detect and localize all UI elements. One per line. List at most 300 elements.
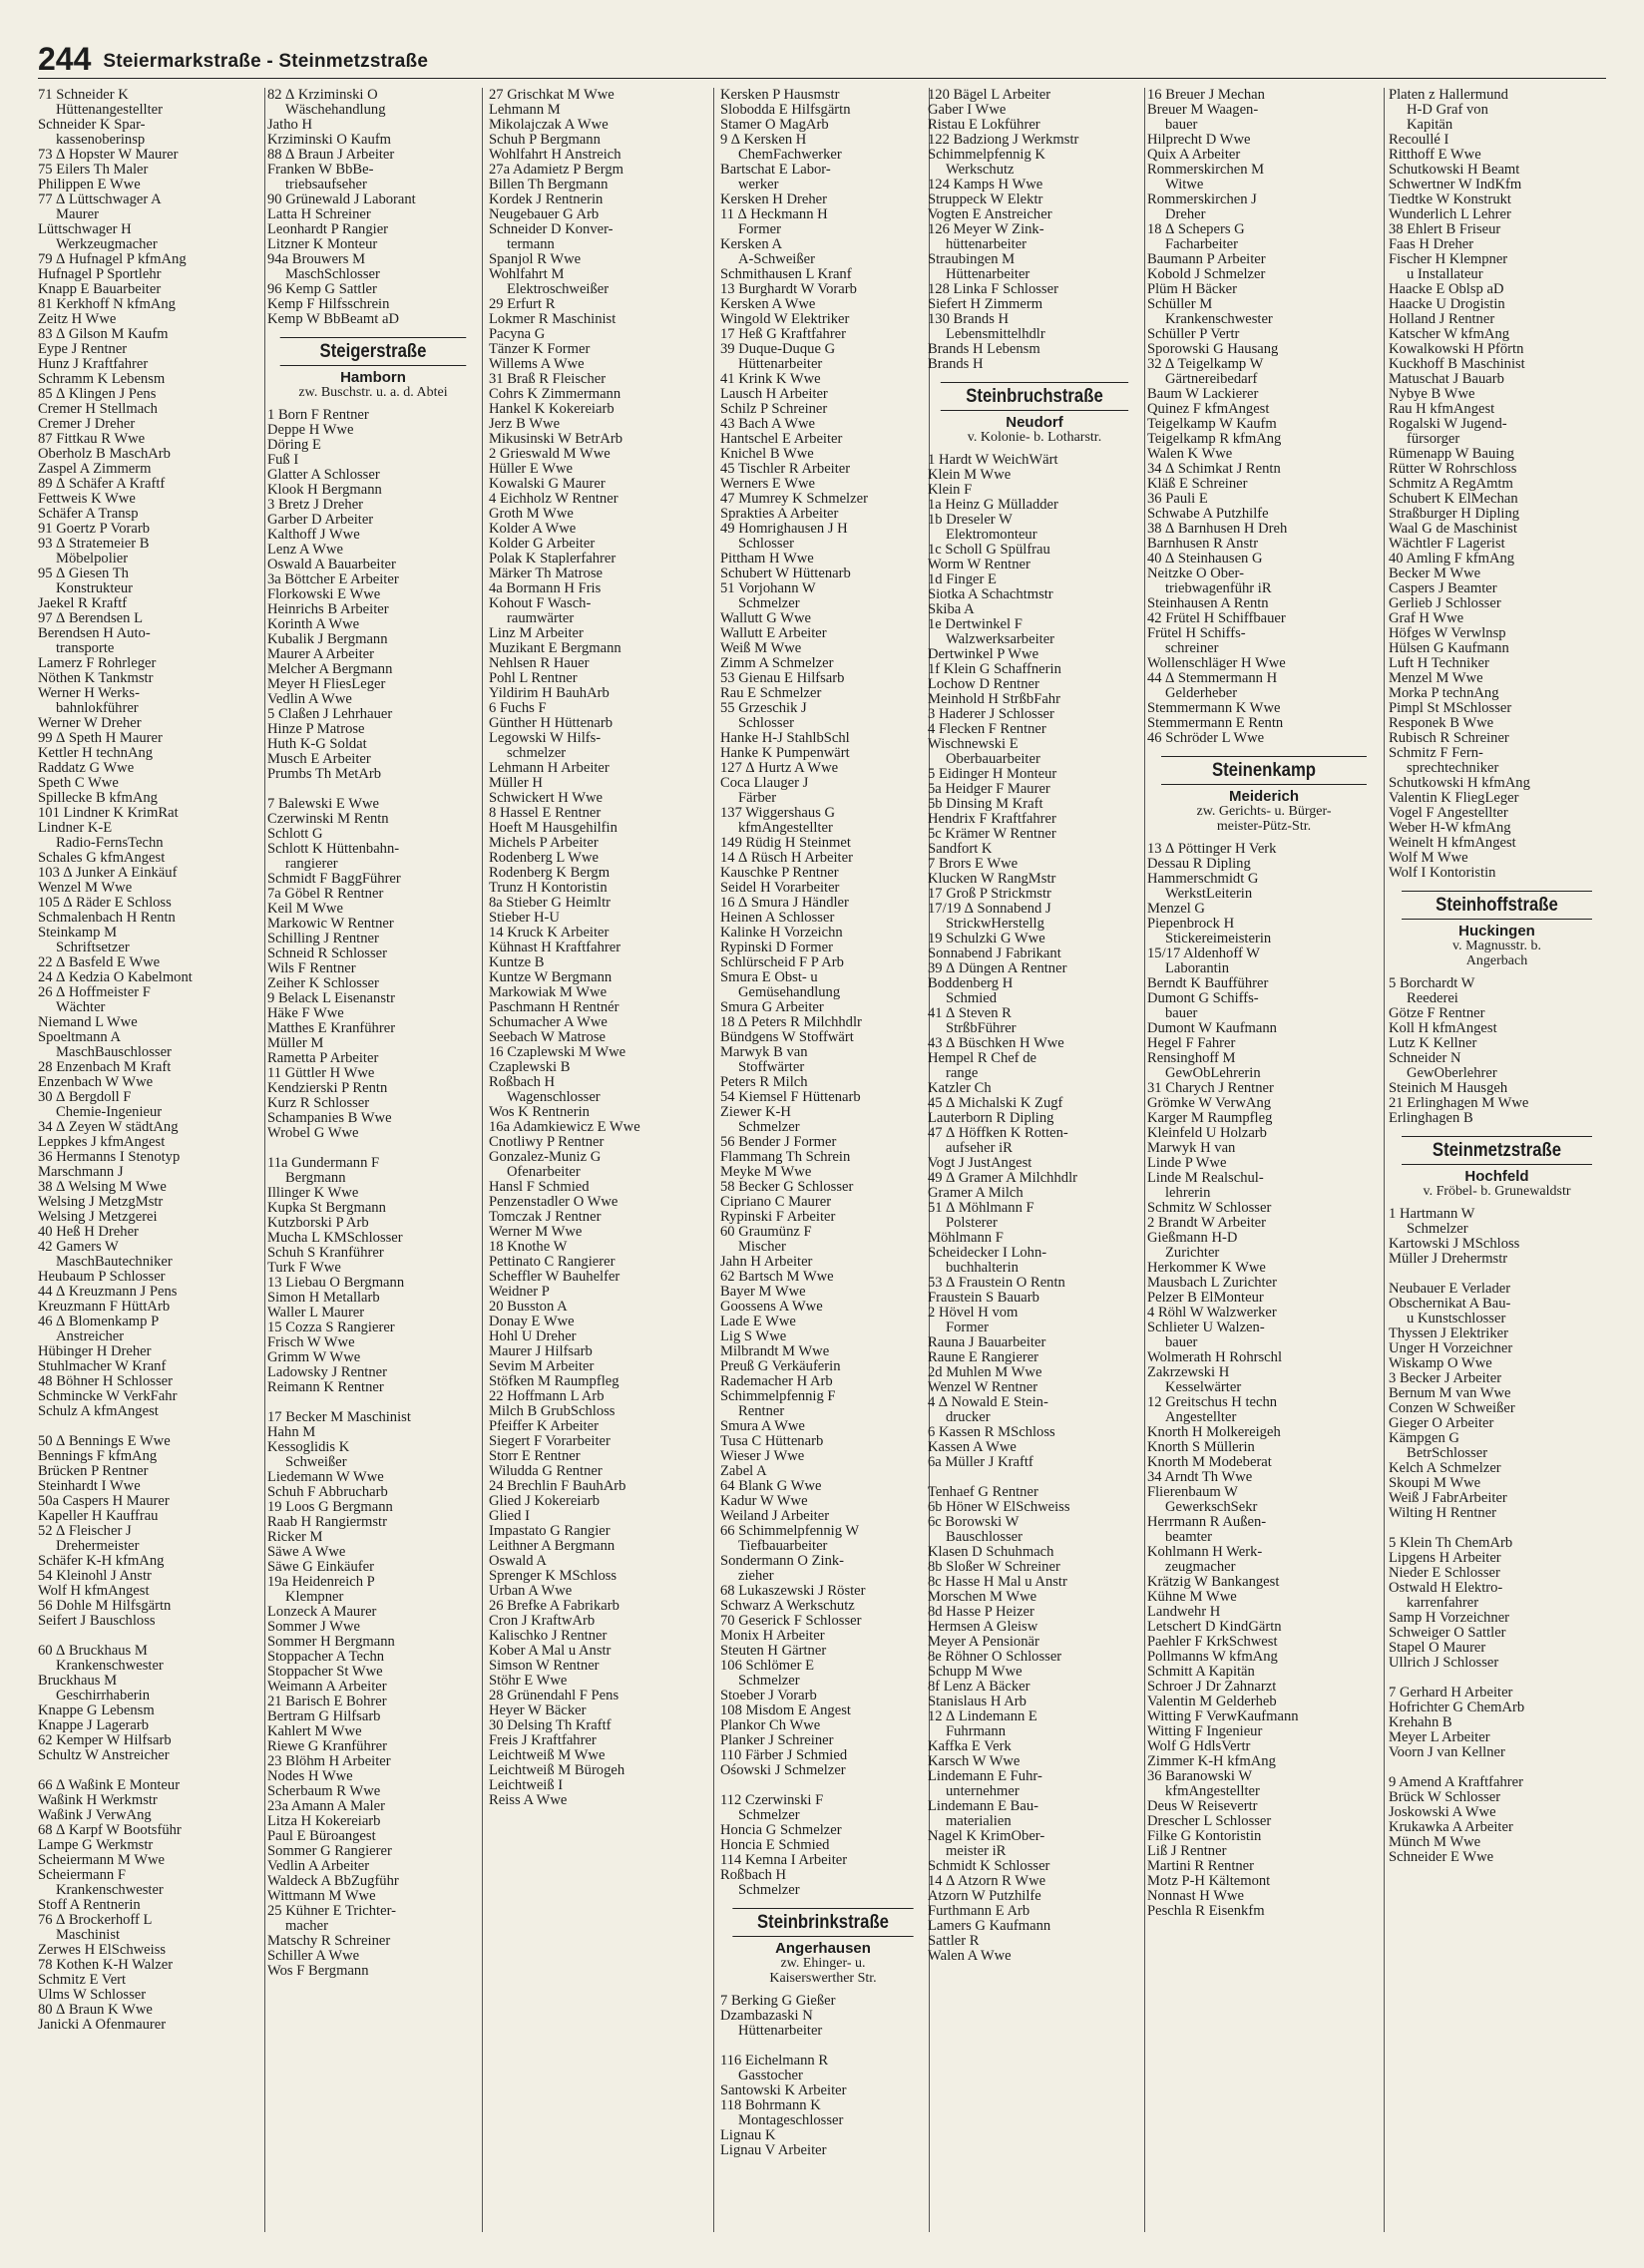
directory-entry: 94a Brouwers M	[267, 252, 366, 267]
directory-entry: 106 Schlömer E	[720, 1659, 815, 1674]
entry-continuation: Geschirrhaberin	[56, 1689, 151, 1703]
directory-entry: Stuhlmacher W Kranf	[38, 1359, 167, 1374]
directory-entry: Brands H	[928, 357, 984, 372]
directory-entry: Kettler H technAng	[38, 746, 154, 761]
directory-entry: Czerwinski M Rentn	[267, 812, 389, 827]
directory-entry: Frütel H Schiffs-	[1147, 626, 1246, 641]
directory-entry: Sandfort K	[928, 842, 993, 857]
directory-entry: Schmitz F Fern-	[1389, 746, 1483, 761]
district-name: Meiderich	[1228, 788, 1300, 805]
directory-entry: Knorth H Molkereigeh	[1147, 1425, 1281, 1440]
directory-entry: Klucken W RangMstr	[928, 872, 1056, 887]
directory-entry: Zakrzewski H	[1147, 1365, 1230, 1380]
directory-entry: Kühne M Wwe	[1147, 1590, 1237, 1605]
directory-entry: Freis J Kraftfahrer	[489, 1733, 597, 1748]
directory-entry: Lignau V Arbeiter	[720, 2143, 827, 2158]
directory-entry: 44 ∆ Stemmermann H	[1147, 671, 1278, 686]
directory-entry: 1e Dertwinkel F	[928, 617, 1023, 632]
directory-entry: Kersken H Dreher	[720, 192, 827, 207]
directory-entry: 13 Burghardt W Vorarb	[720, 282, 857, 297]
directory-entry: Hempel R Chef de	[928, 1051, 1037, 1066]
directory-entry: Preuß G Verkäuferin	[720, 1359, 841, 1374]
entry-continuation: Tiefbauarbeiter	[738, 1539, 828, 1554]
directory-entry: Berndt K Baufführer	[1147, 976, 1269, 991]
directory-entry: 7 Berking G Gießer	[720, 1994, 836, 2009]
directory-entry: Brücken P Rentner	[38, 1464, 149, 1479]
directory-entry: Kersken A Wwe	[720, 297, 816, 312]
directory-entry: Witting F Ingenieur	[1147, 1724, 1263, 1739]
entry-continuation: ChemFachwerker	[738, 148, 842, 163]
entry-continuation: materialien	[946, 1814, 1012, 1829]
directory-entry: 50a Caspers H Maurer	[38, 1494, 170, 1509]
directory-entry: 24 Brechlin F BauhArb	[489, 1479, 626, 1494]
directory-entry: Vedlin A Wwe	[267, 692, 352, 707]
entry-continuation: Lebensmittelhdlr	[946, 327, 1045, 342]
directory-entry: Lipgens H Arbeiter	[1389, 1551, 1501, 1566]
directory-entry: Janicki A Ofenmaurer	[38, 2018, 167, 2033]
street-heading: Steinbrinkstraße	[732, 1908, 913, 1937]
directory-entry: Quix A Arbeiter	[1147, 148, 1241, 163]
district-name: Hamborn	[340, 369, 406, 386]
directory-entry: Storr E Rentner	[489, 1449, 581, 1464]
directory-entry: Eype J Rentner	[38, 342, 128, 357]
directory-entry: Ośowski J Schmelzer	[720, 1763, 846, 1778]
directory-entry: 80 ∆ Braun K Wwe	[38, 2003, 153, 2018]
directory-entry: Wingold W Elektriker	[720, 312, 850, 327]
directory-entry: Linde P Wwe	[1147, 1156, 1227, 1171]
directory-entry: Müller M	[267, 1036, 324, 1051]
directory-entry: Polak K Staplerfahrer	[489, 552, 616, 567]
directory-entry: Gieger O Arbeiter	[1389, 1416, 1494, 1431]
directory-entry: 101 Lindner K KrimRat	[38, 806, 179, 821]
directory-entry: Honcia E Schmied	[720, 1838, 830, 1853]
directory-entry: Waldeck A BbZugführ	[267, 1874, 399, 1889]
directory-entry: Schäfer K-H kfmAng	[38, 1554, 165, 1569]
directory-entry: Bertram G Hilfsarb	[267, 1709, 381, 1724]
directory-entry: Schneider N	[1389, 1051, 1461, 1066]
directory-entry: Slobodda E Hilfsgärtn	[720, 103, 851, 118]
directory-entry: Oswald A	[489, 1554, 547, 1569]
directory-entry: Lamerz F Rohrleger	[38, 656, 157, 671]
entry-continuation: unternehmer	[946, 1784, 1020, 1799]
directory-entry: Kuntze W Bergmann	[489, 970, 613, 985]
directory-entry: Teigelkamp W Kaufm	[1147, 417, 1277, 432]
directory-entry: 9 ∆ Kersken H	[720, 133, 807, 148]
directory-entry: 5 Borchardt W	[1389, 976, 1475, 991]
directory-entry: Kowalski G Maurer	[489, 477, 606, 492]
directory-entry: Trunz H Kontoristin	[489, 881, 608, 896]
directory-entry: Seidel H Vorarbeiter	[720, 881, 840, 896]
directory-entry: Nöthen K Tankmstr	[38, 671, 154, 686]
entry-continuation: Maurer	[56, 207, 99, 222]
directory-entry: Hantschel E Arbeiter	[720, 432, 843, 447]
directory-entry: Lenz A Wwe	[267, 543, 343, 558]
directory-entry: Paul E Büroangest	[267, 1829, 376, 1844]
directory-entry: Wolmerath H Rohrschl	[1147, 1350, 1283, 1365]
directory-entry: Scheidecker I Lohn-	[928, 1246, 1047, 1261]
directory-entry: Menzel G	[1147, 902, 1205, 917]
directory-entry: Rau H kfmAngest	[1389, 402, 1495, 417]
directory-entry: Ullrich J Schlosser	[1389, 1656, 1499, 1671]
directory-entry: 17/19 ∆ Sonnabend J	[928, 902, 1051, 917]
directory-entry: Goossens A Wwe	[720, 1300, 823, 1315]
directory-entry: Werner H Werks-	[38, 686, 140, 701]
entry-continuation: bauer	[1165, 1335, 1198, 1350]
directory-entry: 36 Hermanns I Stenotyp	[38, 1150, 181, 1165]
directory-entry: 19a Heidenreich P	[267, 1575, 375, 1590]
directory-entry: Rametta P Arbeiter	[267, 1051, 379, 1066]
column-5	[928, 88, 1145, 2232]
directory-entry: Smura G Arbeiter	[720, 1000, 824, 1015]
directory-entry: Wrobel G Wwe	[267, 1126, 359, 1141]
directory-entry: Ladowsky J Rentner	[267, 1365, 387, 1380]
directory-entry: 18 ∆ Peters R Milchhdlr	[720, 1015, 862, 1030]
directory-entry: Knorth S Müllerin	[1147, 1440, 1255, 1455]
entry-continuation: Schlosser	[738, 537, 794, 552]
directory-entry: Pohl L Rentner	[489, 671, 578, 686]
directory-entry: 41 Krink K Wwe	[720, 372, 821, 387]
directory-entry: Keil M Wwe	[267, 902, 343, 917]
directory-entry: Stanislaus H Arb	[928, 1695, 1027, 1709]
directory-entry: Urban A Wwe	[489, 1584, 573, 1599]
directory-entry: 66 ∆ Waßink E Monteur	[38, 1778, 181, 1793]
directory-entry: Schubert K ElMechan	[1389, 492, 1518, 507]
directory-entry: Simon H Metallarb	[267, 1291, 380, 1306]
directory-entry: Scheiermann F	[38, 1868, 126, 1883]
directory-entry: Nieder E Schlosser	[1389, 1566, 1500, 1581]
directory-entry: Haacke E Oblsp aD	[1389, 282, 1504, 297]
entry-continuation: Gelderheber	[1165, 686, 1238, 701]
directory-entry: Schneider K Spar-	[38, 118, 146, 133]
entry-continuation: Schmied	[946, 991, 998, 1006]
directory-entry: 8f Lenz A Bäcker	[928, 1680, 1030, 1695]
directory-entry: Ziewer K-H	[720, 1105, 791, 1120]
directory-entry: Garber D Arbeiter	[267, 513, 374, 528]
directory-entry: 34 ∆ Schimkat J Rentn	[1147, 462, 1281, 477]
directory-entry: Knapp E Bauarbeiter	[38, 282, 162, 297]
directory-entry: Kartowski J MSchloss	[1389, 1237, 1520, 1252]
directory-entry: Boddenberg H	[928, 976, 1014, 991]
directory-entry: 56 Dohle M Hilfsgärtn	[38, 1599, 172, 1614]
entry-continuation: Gärtnereibedarf	[1165, 372, 1258, 387]
directory-entry: 6a Müller J Kraftf	[928, 1455, 1033, 1470]
directory-entry: Plüm H Bäcker	[1147, 282, 1237, 297]
entry-continuation: Schmelzer	[738, 1808, 800, 1823]
directory-entry: Linde M Realschul-	[1147, 1171, 1264, 1186]
directory-entry: Knorth M Modeberat	[1147, 1455, 1272, 1470]
directory-entry: Honcia G Schmelzer	[720, 1823, 842, 1838]
directory-entry: Schroer J Dr Zahnarzt	[1147, 1680, 1277, 1695]
directory-entry: Pittham H Wwe	[720, 552, 814, 567]
directory-entry: 36 Pauli E	[1147, 492, 1208, 507]
directory-entry: Kläß E Schreiner	[1147, 477, 1248, 492]
entry-continuation: range	[946, 1066, 979, 1081]
directory-entry: Kessoglidis K	[267, 1440, 350, 1455]
directory-entry: Meyer H FliesLeger	[267, 677, 386, 692]
spacer	[267, 782, 479, 797]
directory-entry: 97 ∆ Berendsen L	[38, 611, 143, 626]
directory-entry: Meyer L Arbeiter	[1389, 1730, 1490, 1745]
directory-entry: 8a Stieber G Heimltr	[489, 896, 611, 911]
directory-entry: Krätzig W Bankangest	[1147, 1575, 1280, 1590]
directory-entry: Günther H Hüttenarb	[489, 716, 614, 731]
directory-entry: 7 Gerhard H Arbeiter	[1389, 1686, 1513, 1701]
directory-entry: 45 ∆ Michalski K Zugf	[928, 1096, 1063, 1111]
entry-continuation: Gemüsehandlung	[738, 985, 841, 1000]
directory-entry: Pettinato C Rangierer	[489, 1255, 616, 1270]
directory-entry: 43 Bach A Wwe	[720, 417, 815, 432]
directory-entry: Wos K Rentnerin	[489, 1105, 590, 1120]
directory-entry: 32 ∆ Teigelkamp W	[1147, 357, 1264, 372]
directory-entry: Schiller A Wwe	[267, 1949, 360, 1964]
directory-entry: 38 Ehlert B Friseur	[1389, 222, 1501, 237]
directory-entry: Schneider E Wwe	[1389, 1850, 1494, 1865]
directory-entry: Wächtler F Lagerist	[1389, 537, 1505, 552]
directory-entry: Ostwald H Elektro-	[1389, 1581, 1503, 1596]
directory-entry: Bernum M van Wwe	[1389, 1386, 1511, 1401]
directory-entry: Lausch H Arbeiter	[720, 387, 828, 402]
directory-entry: Rommerskirchen J	[1147, 192, 1257, 207]
spacer	[928, 1470, 1141, 1485]
directory-entry: 1 Born F Rentner	[267, 408, 369, 423]
directory-entry: Schüller P Vertr	[1147, 327, 1240, 342]
entry-continuation: Krankenschwester	[1165, 312, 1273, 327]
directory-entry: Schlürscheid F P Arb	[720, 955, 844, 970]
directory-entry: Wischnewski E	[928, 737, 1019, 752]
directory-entry: Müller H	[489, 776, 543, 791]
directory-entry: Heyer W Bäcker	[489, 1703, 587, 1718]
directory-entry: Tusa C Hüttenarb	[720, 1434, 824, 1449]
directory-entry: Schmitz E Vert	[38, 1973, 127, 1988]
directory-entry: Kuntze B	[489, 955, 545, 970]
directory-entry: Nybye B Wwe	[1389, 387, 1475, 402]
directory-entry: Schweiger O Sattler	[1389, 1626, 1506, 1641]
directory-entry: Zabel A	[720, 1464, 767, 1479]
directory-entry: Kersken A	[720, 237, 783, 252]
entry-continuation: Montageschlosser	[738, 2113, 844, 2128]
directory-entry: Thyssen J Elektriker	[1389, 1326, 1508, 1341]
directory-entry: 58 Becker G Schlosser	[720, 1180, 854, 1195]
entry-continuation: Hüttenarbeiter	[738, 357, 823, 372]
directory-entry: Deppe H Wwe	[267, 423, 354, 438]
entry-continuation: Reederei	[1407, 991, 1458, 1006]
directory-entry: 88 ∆ Braun J Arbeiter	[267, 148, 395, 163]
directory-entry: Spanjol R Wwe	[489, 252, 582, 267]
directory-entry: Witting F VerwKaufmann	[1147, 1709, 1299, 1724]
directory-entry: Stapel O Maurer	[1389, 1641, 1486, 1656]
directory-entry: 50 ∆ Bennings E Wwe	[38, 1434, 171, 1449]
directory-entry: Schmitz A RegAmtm	[1389, 477, 1513, 492]
directory-entry: Gonzalez-Muniz G	[489, 1150, 602, 1165]
directory-entry: 4 Röhl W Walzwerker	[1147, 1306, 1277, 1321]
directory-entry: Wos F Bergmann	[267, 1964, 369, 1979]
directory-entry: Cnotliwy P Rentner	[489, 1135, 605, 1150]
directory-entry: 11a Gundermann F	[267, 1156, 380, 1171]
directory-entry: Niemand L Wwe	[38, 1015, 138, 1030]
directory-entry: Vedlin A Arbeiter	[267, 1859, 370, 1874]
entry-continuation: Krankenschwester	[56, 1659, 164, 1674]
directory-entry: Spoeltmann A	[38, 1030, 122, 1045]
directory-entry: 28 Enzenbach M Kraft	[38, 1060, 172, 1075]
directory-entry: Liedemann W Wwe	[267, 1470, 384, 1485]
entry-continuation: Gasstocher	[738, 2069, 803, 2083]
directory-entry: Waßink H Werkmstr	[38, 1793, 158, 1808]
directory-entry: Schubert W Hüttenarb	[720, 567, 851, 581]
directory-entry: Möhlmann F	[928, 1231, 1004, 1246]
entry-continuation: MaschBautechniker	[56, 1255, 173, 1270]
directory-entry: 14 ∆ Rüsch H Arbeiter	[720, 851, 853, 866]
directory-entry: Drescher L Schlosser	[1147, 1814, 1272, 1829]
directory-entry: Paehler F KrkSchwest	[1147, 1635, 1278, 1650]
directory-entry: 8c Hasse H Mal u Anstr	[928, 1575, 1067, 1590]
directory-entry: 45 Tischler R Arbeiter	[720, 462, 851, 477]
directory-entry: 8b Sloßer W Schreiner	[928, 1560, 1060, 1575]
directory-entry: 54 Kiemsel F Hüttenarb	[720, 1090, 861, 1105]
directory-entry: Milch B GrubSchloss	[489, 1404, 616, 1419]
directory-entry: Peters R Milch	[720, 1075, 808, 1090]
directory-entry: 127 ∆ Hurtz A Wwe	[720, 761, 839, 776]
directory-entry: Zimmer K-H kfmAng	[1147, 1754, 1276, 1769]
street-range: Angerbach	[1465, 953, 1528, 968]
directory-entry: 83 ∆ Gilson M Kaufm	[38, 327, 169, 342]
entry-continuation: karrenfahrer	[1407, 1596, 1479, 1611]
directory-entry: Hofrichter G ChemArb	[1389, 1701, 1525, 1715]
directory-entry: 16 ∆ Smura J Händler	[720, 896, 849, 911]
directory-entry: Planker J Schreiner	[720, 1733, 834, 1748]
directory-entry: Döring E	[267, 438, 321, 453]
directory-entry: Baumann P Arbeiter	[1147, 252, 1266, 267]
directory-entry: 25 Kühner E Trichter-	[267, 1904, 397, 1919]
directory-entry: Schampanies B Wwe	[267, 1111, 392, 1126]
spacer	[720, 1778, 926, 1793]
directory-entry: Smura A Wwe	[720, 1419, 805, 1434]
directory-entry: Kaffka E Verk	[928, 1739, 1012, 1754]
directory-entry: Joskowski A Wwe	[1389, 1805, 1496, 1820]
directory-entry: Piepenbrock H	[1147, 917, 1235, 932]
directory-entry: Raab H Rangiermstr	[267, 1515, 387, 1530]
directory-entry: Rodenberg L Wwe	[489, 851, 599, 866]
directory-entry: 23 Blöhm H Arbeiter	[267, 1754, 391, 1769]
directory-entry: Glatter A Schlosser	[267, 468, 380, 483]
directory-entry: Florkowski E Wwe	[267, 587, 381, 602]
directory-entry: Weimann A Arbeiter	[267, 1680, 387, 1695]
directory-entry: 22 ∆ Basfeld E Wwe	[38, 955, 161, 970]
directory-entry: Schilz P Schreiner	[720, 402, 828, 417]
directory-entry: Karsch W Wwe	[928, 1754, 1021, 1769]
directory-entry: Impastato G Rangier	[489, 1524, 611, 1539]
directory-entry: Dumont W Kaufmann	[1147, 1021, 1277, 1036]
directory-entry: Müller J Drehermstr	[1389, 1252, 1508, 1267]
directory-entry: Wiludda G Rentner	[489, 1464, 603, 1479]
directory-entry: Kowalkowski H Pförtn	[1389, 342, 1524, 357]
entry-continuation: Schmelzer	[738, 1120, 800, 1135]
directory-entry: Meinhold H StrßbFahr	[928, 692, 1060, 707]
street-heading: Steigerstraße	[280, 337, 467, 366]
directory-entry: 99 ∆ Speth H Maurer	[38, 731, 163, 746]
directory-entry: Dzambazaski N	[720, 2009, 813, 2024]
directory-entry: Atzorn W Putzhilfe	[928, 1889, 1041, 1904]
directory-entry: 14 ∆ Atzorn R Wwe	[928, 1874, 1046, 1889]
entry-continuation: Hüttenarbeiter	[946, 267, 1030, 282]
entry-continuation: bahnlokführer	[56, 701, 139, 716]
directory-entry: Kämpgen G	[1389, 1431, 1459, 1446]
entry-continuation: beamter	[1165, 1530, 1212, 1545]
directory-entry: Schlott G	[267, 827, 323, 842]
directory-entry: 39 Duque-Duque G	[720, 342, 836, 357]
directory-entry: Flammang Th Schrein	[720, 1150, 851, 1165]
directory-entry: Menzel M Wwe	[1389, 671, 1483, 686]
directory-entry: Skiba A	[928, 602, 975, 617]
directory-entry: Letschert D KindGärtn	[1147, 1620, 1282, 1635]
directory-entry: Straubingen M	[928, 252, 1016, 267]
directory-entry: Sondermann O Zink-	[720, 1554, 845, 1569]
directory-entry: Kendzierski P Rentn	[267, 1081, 388, 1096]
directory-entry: Lonzeck A Maurer	[267, 1605, 377, 1620]
directory-entry: Cremer H Stellmach	[38, 402, 158, 417]
entry-continuation: BetrSchlosser	[1407, 1446, 1488, 1461]
directory-entry: 116 Eichelmann R	[720, 2054, 829, 2069]
directory-entry: 3 Bretz J Dreher	[267, 498, 364, 513]
directory-entry: Linz M Arbeiter	[489, 626, 584, 641]
entry-continuation: transporte	[56, 641, 115, 656]
directory-entry: Furthmann E Arb	[928, 1904, 1030, 1919]
directory-entry: Sprakties A Arbeiter	[720, 507, 839, 522]
directory-entry: Weiß J FabrArbeiter	[1389, 1491, 1507, 1506]
directory-entry: Krehahn B	[1389, 1715, 1452, 1730]
directory-entry: Litzner K Monteur	[267, 237, 378, 252]
directory-entry: Scheiermann M Wwe	[38, 1853, 165, 1868]
directory-entry: Hinze P Matrose	[267, 722, 365, 737]
directory-entry: Valentin M Gelderheb	[1147, 1695, 1277, 1709]
directory-entry: Knappe J Lagerarb	[38, 1718, 150, 1733]
entry-continuation: Dreher	[1165, 207, 1206, 222]
directory-entry: Musch E Arbeiter	[267, 752, 371, 767]
directory-entry: Oberholz B MaschArb	[38, 447, 171, 462]
directory-entry: Schumacher A Wwe	[489, 1015, 608, 1030]
directory-entry: Neugebauer G Arb	[489, 207, 600, 222]
directory-entry: Schlott K Hüttenbahn-	[267, 842, 400, 857]
directory-entry: Kohlmann H Werk-	[1147, 1545, 1263, 1560]
directory-entry: Leichtweiß M Bürogeh	[489, 1763, 625, 1778]
directory-entry: Matuschat J Bauarb	[1389, 372, 1504, 387]
directory-entry: Czaplewski B	[489, 1060, 571, 1075]
entry-continuation: StrßbFührer	[946, 1021, 1017, 1036]
directory-entry: Steuten H Gärtner	[720, 1644, 827, 1659]
directory-entry: Kobold J Schmelzer	[1147, 267, 1266, 282]
directory-entry: Sporowski G Hausang	[1147, 342, 1279, 357]
directory-entry: Hülsen G Kaufmann	[1389, 641, 1509, 656]
entry-continuation: bauer	[1165, 1006, 1198, 1021]
spacer	[1389, 1760, 1605, 1775]
directory-entry: Kühnast H Kraftfahrer	[489, 941, 621, 955]
directory-entry: Hufnagel P Sportlehr	[38, 267, 162, 282]
directory-entry: Roßbach H	[720, 1868, 787, 1883]
directory-entry: Oswald A Bauarbeiter	[267, 558, 396, 572]
directory-entry: Wenzel M Wwe	[38, 881, 133, 896]
directory-entry: 11 Güttler H Wwe	[267, 1066, 375, 1081]
directory-entry: Cohrs K Zimmermann	[489, 387, 621, 402]
directory-entry: Heinen A Schlosser	[720, 911, 835, 926]
entry-continuation: Schriftsetzer	[56, 941, 130, 955]
entry-continuation: drucker	[946, 1410, 991, 1425]
directory-entry: Grimm W Wwe	[267, 1350, 361, 1365]
directory-entry: Holland J Rentner	[1389, 312, 1495, 327]
district-name: Huckingen	[1458, 923, 1535, 940]
entry-continuation: macher	[285, 1919, 328, 1934]
directory-entry: Rypinski D Former	[720, 941, 833, 955]
directory-entry: Schneid R Schlosser	[267, 946, 387, 961]
directory-entry: Leichtweiß M Wwe	[489, 1748, 606, 1763]
